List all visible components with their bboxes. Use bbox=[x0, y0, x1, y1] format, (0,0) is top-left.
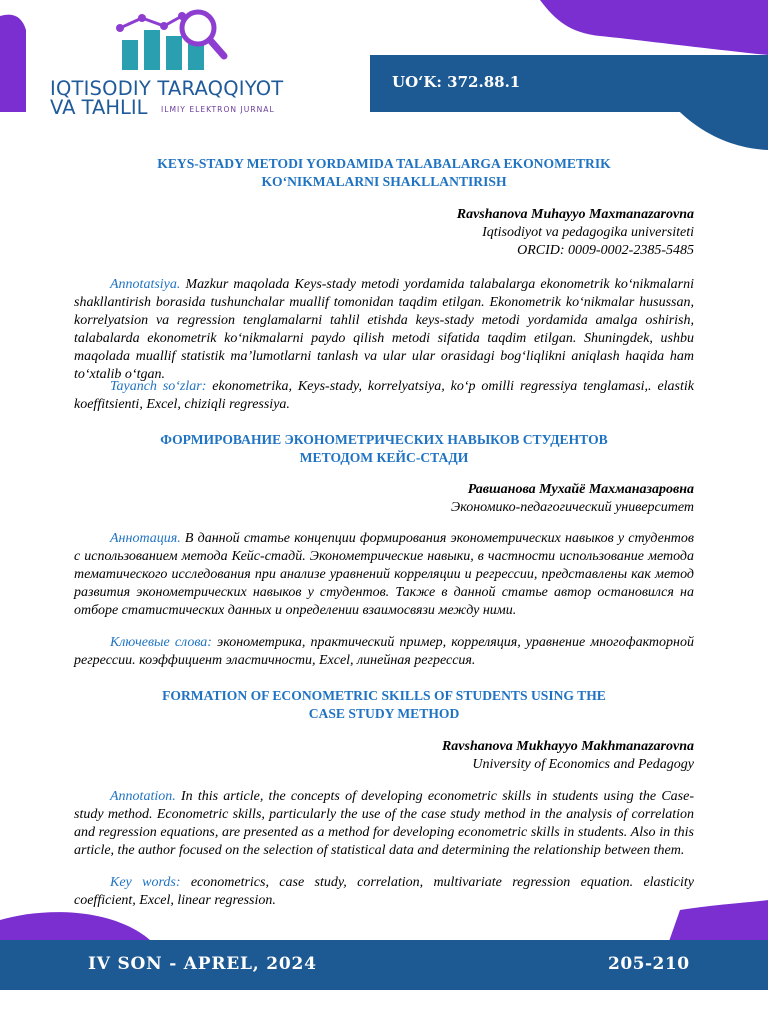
title-ru bbox=[60, 431, 708, 467]
keywords-text-uz: ekonometrika, Keys-stady, korrelyatsiya, koʻp omilli regressiya tenglamasi,. elastik koeffitsienti, Excel, chiziqli regressiya. bbox=[74, 379, 694, 412]
keywords-label-ru: Ключевые слова: bbox=[110, 635, 212, 650]
keywords-ru bbox=[74, 634, 694, 670]
keywords-text-ru: эконометрика, практический пример, корреляция, уравнение многофакторной регрессии. коэффициент эластичности, Excel, линейная регрессия. bbox=[74, 635, 694, 668]
header-left-accent bbox=[0, 15, 26, 112]
title-ru-line1: ФОРМИРОВАНИЕ ЭКОНОМЕТРИЧЕСКИХ НАВЫКОВ СТУДЕНТОВ bbox=[160, 432, 608, 447]
title-ru-line2: МЕТОДОМ КЕЙС-СТАДИ bbox=[299, 450, 469, 465]
abstract-ru bbox=[74, 530, 694, 620]
author-name-uz: Ravshanova Muhayyo Maxmanazarovna bbox=[456, 207, 694, 222]
udk-code: UOʻK: 372.88.1 bbox=[392, 73, 521, 91]
journal-subtitle: ILMIY ELEKTRON JURNAL bbox=[161, 105, 275, 114]
logo-chart-magnifier-icon bbox=[116, 6, 276, 78]
keywords-label-en: Key words: bbox=[110, 875, 181, 890]
page-range: 205-210 bbox=[608, 954, 690, 974]
author-block-ru bbox=[451, 481, 694, 517]
keywords-en bbox=[74, 874, 694, 910]
issue-label: IV SON - APREL, 2024 bbox=[88, 954, 317, 974]
affiliation-en: University of Economics and Pedagogy bbox=[472, 757, 694, 772]
author-name-ru: Равшанова Мухайё Махманазаровна bbox=[467, 482, 694, 497]
abstract-label-en: Annotation. bbox=[110, 789, 176, 804]
abstract-text-ru: В данной статье концепции формирования эконометрических навыков у студентов с использованием метода Кейс-стадй. Эконометрические навыки, в частности использование метода тематического исследования при анализе уравнений корреляции и регрессии, представлены как метод развития эконометрических навыков у студентов. Также в данной статье автор остановился на отборе статистических данных и определении взаимосвязи между ними. bbox=[74, 531, 694, 618]
journal-name-line1: IQTISODIY TARAQQIYOT bbox=[50, 77, 284, 100]
title-uz bbox=[60, 155, 708, 191]
abstract-en bbox=[74, 788, 694, 860]
affiliation-uz: Iqtisodiyot va pedagogika universiteti bbox=[482, 225, 694, 240]
abstract-uz bbox=[74, 276, 694, 384]
author-block-en bbox=[442, 738, 694, 774]
title-en-line2: CASE STUDY METHOD bbox=[308, 706, 460, 721]
title-en-line1: FORMATION OF ECONOMETRIC SKILLS OF STUDENTS USING THE bbox=[162, 688, 606, 703]
title-en bbox=[60, 687, 708, 723]
footer-bottom-white bbox=[0, 990, 768, 1024]
abstract-label-ru: Аннотация. bbox=[110, 531, 181, 546]
keywords-text-en: econometrics, case study, correlation, multivariate regression equation. elasticity coefficient, Excel, linear regression. bbox=[74, 875, 694, 908]
abstract-label-uz: Annotatsiya. bbox=[110, 277, 181, 292]
author-name-en: Ravshanova Mukhayyo Makhmanazarovna bbox=[441, 739, 694, 754]
affiliation-ru: Экономико-педагогический университет bbox=[451, 500, 694, 515]
title-uz-line1: KEYS-STADY METODI YORDAMIDA TALABALARGA EKONOMETRIK bbox=[157, 156, 611, 171]
abstract-text-uz: Mazkur maqolada Keys-stady metodi yordamida talabalarga ekonometrik koʻnikmalarni shakllantirish borasida tushunchalar muallif tomonidan taqdim etilgan. Ekonometrik koʻnikmalar husussan, korrelyatsion va regression tenglamalarni tahlil etishda keys-stady metodi yordamida amalga oshirish, talabalarda ekonometrik koʻnikmalarni paydo qilish metodi sifatida taqdim etilgan. Shuningdek, ushbu maqolada muallif statistik maʼlumotlarni tanlash va ular ular orasidagi bogʻliqlikni aniqlash haqida ham toʻxtalib oʻtgan. bbox=[74, 277, 694, 382]
journal-name-line2: VA TAHLIL bbox=[50, 96, 148, 119]
title-uz-line2: KOʻNIKMALARNI SHAKLLANTIRISH bbox=[261, 174, 507, 189]
orcid-uz: ORCID: 0009-0002-2385-5485 bbox=[517, 243, 694, 258]
keywords-label-uz: Tayanch soʻzlar: bbox=[110, 379, 207, 394]
abstract-text-en: In this article, the concepts of developing econometric skills in students using the Case-study method. Econometric skills, particularly the use of the case study method in the analysis of correlation and regression equations, are presented as a method for developing econometric skills in students. Also in this article, the author focused on the selection of statistical data and determining the relationship between them. bbox=[74, 789, 694, 858]
journal-logo bbox=[50, 6, 290, 119]
author-block-uz bbox=[457, 206, 694, 260]
keywords-uz bbox=[74, 378, 694, 414]
